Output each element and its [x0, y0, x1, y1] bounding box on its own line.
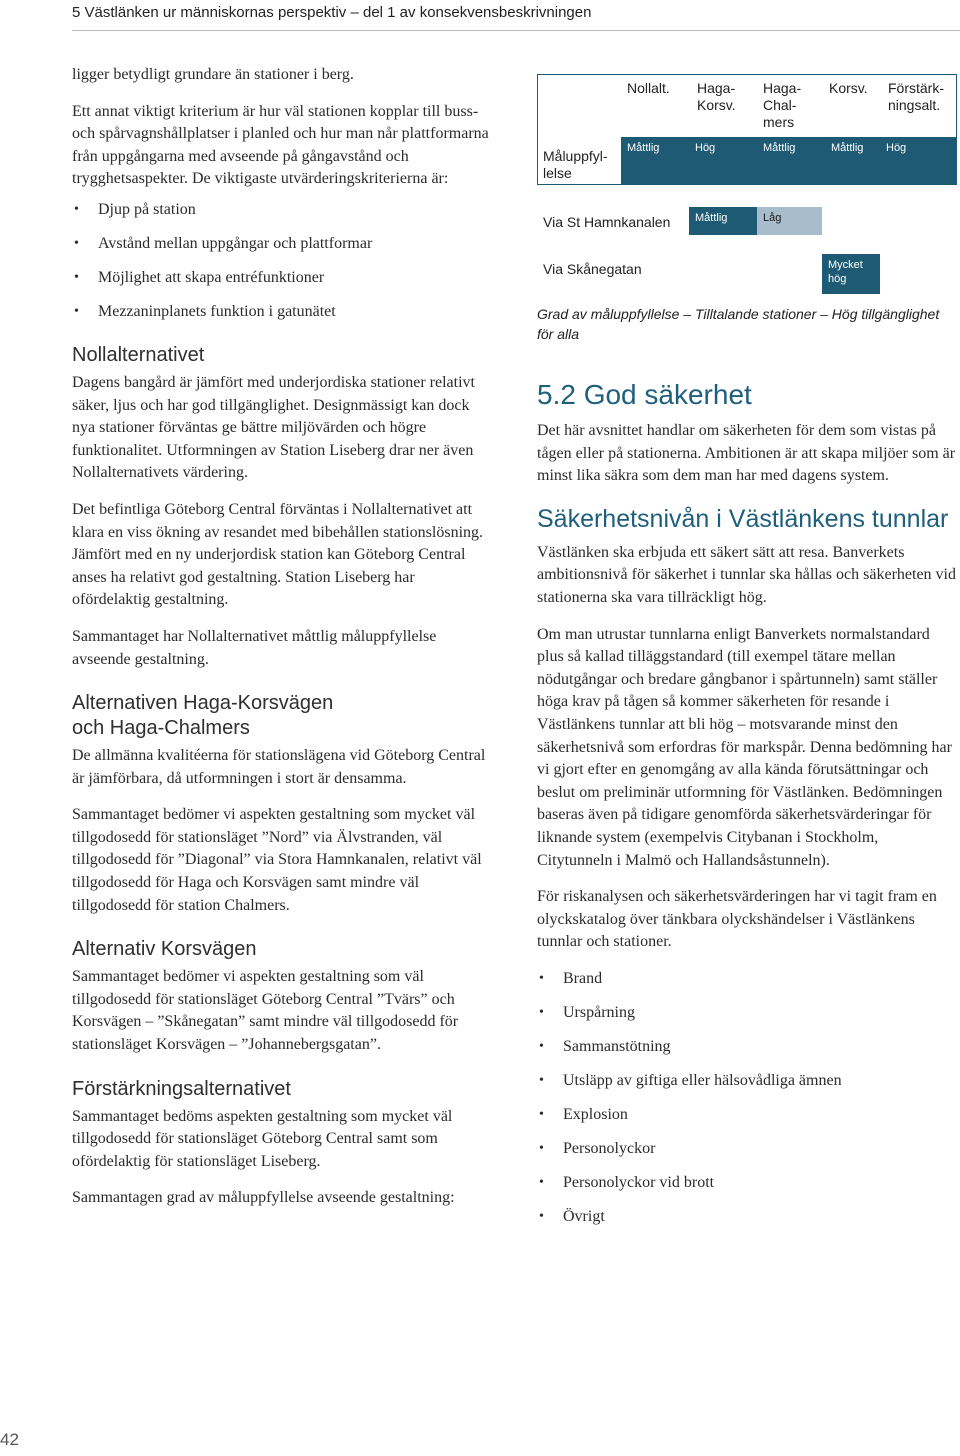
paragraph: Sammantaget bedömer vi aspekten gestaltning som väl tillgodosedd för stationsläget Göteborg Central ”Tvärs” och Korsvägen – ”Skånegatan” samt mindre väl tillgodosedd för stationsläget Korsvägen – ”Johannebergsgatan”. [72, 968, 459, 1054]
table-cell: Måttlig [689, 207, 757, 235]
table-cell: Måttlig [621, 137, 689, 185]
criteria-list [72, 199, 492, 323]
section-heading-sakerhetsniva: Säkerhetsnivån i Västlänkens tunnlar [537, 504, 949, 533]
row-label-skanegatan: Via Skånegatan [543, 261, 642, 277]
list-item: • Explosion [537, 1104, 957, 1126]
list-item: • Utsläpp av giftiga eller hälsovådliga ämnen [537, 1070, 957, 1092]
paragraph: Det befintliga Göteborg Central förväntas i Nollalternativet att klara en viss ökning av resandet med bibehållen stationslösning. Jämfört med en ny underjordisk station kan Göteborg Central anses ha relativt god gestaltning. Station Liseberg har ofördelaktig gestaltning. [72, 500, 484, 609]
table-header-cell: Haga- Korsv. [697, 80, 736, 113]
row-label-hamnkanalen: Via St Hamnkanalen [543, 214, 671, 230]
table-cell: Måttlig [757, 137, 825, 185]
paragraph: Västlänken ska erbjuda ett säkert sätt att resa. Banverkets ambitionsnivå för säkerhet i tunnlar ska hållas och säkerheten vid stationerna ska vara tillräckligt hög. [537, 543, 956, 606]
table-cell: Hög [880, 137, 957, 185]
list-item: • Övrigt [537, 1206, 957, 1228]
right-column [537, 378, 957, 1242]
paragraph: Sammantagen grad av måluppfyllelse avseende gestaltning: [72, 1189, 455, 1207]
page-header [72, 0, 960, 24]
header-divider [72, 30, 960, 31]
table-caption: Grad av måluppfyllelse – Tilltalande stationer – Hög tillgänglighet för alla [537, 306, 940, 342]
page-number: 42 [0, 1430, 19, 1449]
paragraph: För riskanalysen och säkerhetsvärderingen har vi tagit fram en olyckskatalog över tänkbara olyckshändelser i Västlänkens tunnlar och stationer. [537, 888, 937, 951]
section-heading-nollalternativet: Nollalternativet [72, 343, 205, 366]
paragraph: Sammantaget har Nollalternativet måttlig måluppfyllelse avseende gestaltning. [72, 627, 437, 668]
table-header-cell: Förstärk- ningsalt. [888, 80, 944, 113]
paragraph: ligger betydligt grundare än stationer i berg. [72, 66, 354, 83]
paragraph: De allmänna kvalitéerna för stationslägena vid Göteborg Central är jämförbara, då utformningen i stort är densamma. [72, 747, 486, 787]
list-item: • Brand [537, 968, 957, 990]
list-item: • Avstånd mellan uppgångar och plattformar [72, 233, 492, 255]
paragraph: Ett annat viktigt kriterium är hur väl stationen kopplar till buss- och spårvagnshållplatser i planled och hur man når plattformarna från uppgångarna med avseende på gångavstånd och trygghetsaspekter. De viktigaste utvärderingskriterierna är: [72, 102, 489, 188]
paragraph: Sammantaget bedömer vi aspekten gestaltning som mycket väl tillgodosedd för stationsläget ”Nord” via Älvstranden, väl tillgodosedd för ”Diagonal” via Stora Hamnkanalen, relativt väl tillgodosedd för Haga och Korsvägen samt mindre väl tillgodosedd för station Chalmers. [72, 806, 482, 914]
list-item: • Djup på station [72, 199, 492, 221]
list-item: • Sammanstötning [537, 1036, 957, 1058]
row-label-maluppfyllelse: Måluppfyl- lelse [543, 148, 608, 181]
section-heading-haga [72, 691, 492, 741]
goal-fulfilment-table [537, 74, 957, 304]
section-heading-god-sakerhet: 5.2 God säkerhet [537, 379, 752, 410]
paragraph: Sammantaget bedöms aspekten gestaltning som mycket väl tillgodosedd för stationsläget Göteborg Central samt som ofördelaktig för stationsläget Liseberg. [72, 1107, 453, 1170]
table-header-cell: Korsv. [829, 80, 868, 96]
list-item: • Personolyckor vid brott [537, 1172, 957, 1194]
list-item: • Mezzaninplanets funktion i gatunätet [72, 301, 492, 323]
table-header-cell: Haga- Chal- mers [763, 80, 802, 130]
table-cell: Hög [689, 137, 757, 185]
accident-list [537, 968, 957, 1228]
header-title: 5 Västlänken ur människornas perspektiv – del 1 av konsekvensbeskrivningen [72, 4, 592, 21]
list-item: • Personolyckor [537, 1138, 957, 1160]
left-column [72, 64, 492, 1224]
table-cell: Måttlig [825, 137, 880, 185]
list-item: • Urspårning [537, 1002, 957, 1024]
table-cell: Låg [757, 207, 822, 235]
paragraph: Om man utrustar tunnlarna enligt Banverkets normalstandard plus så kallad tilläggstandard (till exempel tätare mellan nödutgångar och bredare gångbanor i spårtunneln) samt ställer höga krav på tågen så kommer säkerheten för resande i Västlänkens tunnlar att bli hög – motsvarande minst den säkerhetsnivå som erfordras för markspår. Denna bedömning har vi gjort efter en genomgång av alla kända förutsättningar och beslut om preliminär utformning för Västlänken. Bedömningen baseras även på tidigare genomförda säkerhetsvärderingar för liknande system (exempelvis Citybanan i Stockholm, Citytunneln i Malmö och Hallandsåstunneln). [537, 625, 952, 869]
paragraph: Dagens bangård är jämfört med underjordiska stationer relativt säker, ljus och har god tillgänglighet. Designmässigt kan dock nya stationer förväntas ge bättre miljövärden och högre funktionalitet. Utformningen av Station Liseberg drar ner även Nollalternativets värdering. [72, 373, 475, 482]
heading-line: Alternativen Haga-Korsvägen [72, 692, 334, 715]
section-heading-forstarkning: Förstärkningsalternativet [72, 1077, 291, 1100]
table-header-cell: Nollalt. [627, 80, 670, 96]
heading-line: och Haga-Chalmers [72, 717, 250, 740]
table-cell: Mycket hög [822, 254, 880, 294]
section-heading-korsvagen: Alternativ Korsvägen [72, 938, 257, 961]
paragraph: Det här avsnittet handlar om säkerheten för dem som vistas på tågen eller på stationerna. Ambitionen är att skapa miljöer som är minst lika säkra som dem man har med dagens system. [537, 422, 956, 485]
list-item: • Möjlighet att skapa entréfunktioner [72, 267, 492, 289]
